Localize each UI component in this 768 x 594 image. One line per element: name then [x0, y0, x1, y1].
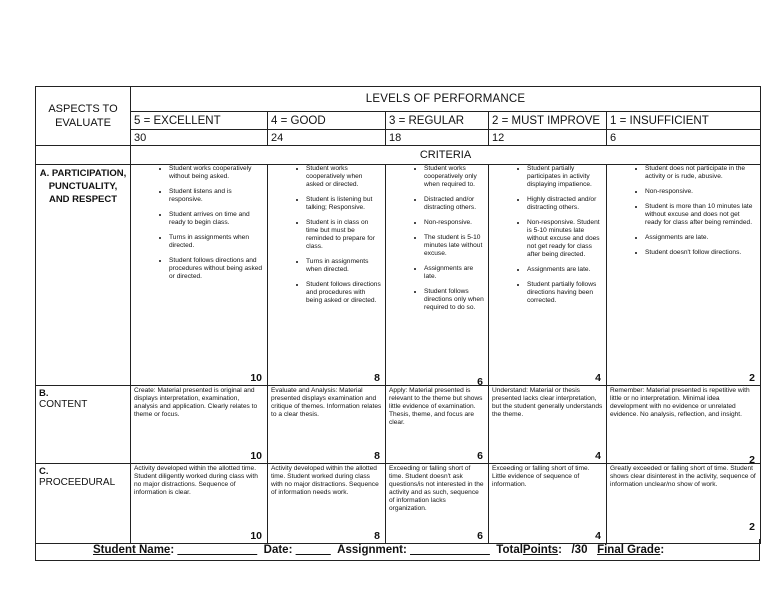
criteria-list — [489, 165, 606, 305]
list-item: • Turns in assignments when directed. — [169, 234, 263, 250]
score-value: 6 — [477, 450, 483, 462]
cell-text: Apply: Material presented is relevant to the theme but shows little evidence of examination. Thesis, theme, and focus are clear. — [389, 387, 483, 426]
cell-c-level-2 — [489, 464, 607, 544]
criteria-list — [268, 165, 385, 305]
cell-b-level-1 — [607, 386, 761, 464]
list-item: • Student partially follows directions having been corrected. — [527, 281, 602, 305]
cell-text: Exceeding or falling short of time. Student doesn't ask questions/is not interested in the activity and as such, sequence of information lacks organization. — [389, 465, 484, 512]
cell-text: Exceeding or falling short of time. Little evidence of sequence of information. — [492, 465, 590, 488]
cell-a-level-3 — [386, 165, 489, 386]
cell-text: Create: Material presented is original and displays interpretation, examination, analysis and application. Clearly relates to theme or focus. — [134, 387, 258, 418]
list-item: • Turns in assignments when directed. — [306, 258, 381, 274]
level-2-header: 2 = MUST IMPROVE — [489, 112, 607, 130]
score-value: 4 — [595, 530, 601, 542]
level-2-points: 12 — [489, 130, 607, 146]
list-item: • Student is listening but talking; Responsive. — [306, 196, 381, 212]
score-value: 2 — [749, 521, 756, 533]
level-4-points: 24 — [268, 130, 386, 146]
cell-b-level-4 — [268, 386, 386, 464]
cell-text: Activity developed within the allotted time. Student diligently worked during class with no major distractions. Sequence of information is clear. — [134, 465, 258, 496]
cell-text: Understand: Material or thesis presented lacks clear interpretation, but the student generally understands the theme. — [492, 387, 603, 418]
list-item: • Student follows directions and procedures with being asked or directed. — [306, 281, 381, 305]
list-item: • Non-responsive. — [424, 219, 484, 227]
cell-a-level-5 — [131, 165, 268, 386]
score-value: 4 — [595, 450, 601, 462]
criteria-list — [131, 165, 267, 281]
list-item: • Assignments are late. — [527, 266, 602, 274]
aspects-label: ASPECTS TO EVALUATE — [48, 103, 118, 129]
score-value: 10 — [250, 530, 262, 542]
student-name-label: Student Name — [93, 544, 171, 556]
cell-c-level-5 — [131, 464, 268, 544]
level-1-points: 6 — [607, 130, 761, 146]
list-item: • Student follows directions and procedures without being asked or directed. — [169, 257, 263, 281]
date-blank[interactable] — [296, 544, 331, 556]
rubric-table — [35, 86, 761, 544]
score-value: 8 — [374, 372, 380, 384]
score-value: 6 — [477, 376, 483, 386]
grading-footer: Student Name: Date: Assignment: TotalPoints: /30 Final Grade: — [35, 539, 760, 561]
cell-c-level-4 — [268, 464, 386, 544]
date-label: Date: — [263, 544, 293, 556]
list-item: • Assignments are late. — [424, 265, 484, 281]
list-item: • Student does not participate in the activity or is rude, abusive. — [645, 165, 756, 181]
cell-b-level-2 — [489, 386, 607, 464]
score-value: 2 — [749, 454, 756, 464]
row-c-label: PROCEEDURAL — [39, 477, 116, 488]
assignment-label: Assignment: — [337, 544, 407, 556]
score-value: 8 — [374, 530, 380, 542]
score-value: 2 — [749, 372, 756, 384]
row-a-label: A. PARTICIPATION, PUNCTUALITY, AND RESPECT — [39, 168, 127, 205]
cell-a-level-2 — [489, 165, 607, 386]
list-item: • Student listens and is responsive. — [169, 188, 263, 204]
points-label: Points — [522, 544, 559, 556]
list-item: • Student works cooperatively when asked or directed. — [306, 165, 381, 189]
cell-text: Activity developed within the allotted time. Student worked during class with no major distractions. Sequence of information needs work. — [271, 465, 379, 496]
score-value: 10 — [250, 450, 262, 462]
cell-a-level-4 — [268, 165, 386, 386]
cell-c-level-1 — [607, 464, 761, 544]
score-value: 4 — [595, 372, 601, 384]
final-grade-label: Final Grade — [597, 544, 661, 556]
level-3-points: 18 — [386, 130, 489, 146]
criteria-list — [386, 165, 488, 312]
cell-b-level-3 — [386, 386, 489, 464]
level-5-points: 30 — [131, 130, 268, 146]
row-b-label: CONTENT — [39, 399, 88, 410]
row-label-content — [36, 386, 131, 464]
cell-text: Greatly exceeded or falling short of time. Student shows clear disinterest in the activity, sequence of information unclear/no show of work. — [610, 465, 756, 488]
level-3-header: 3 = REGULAR — [386, 112, 489, 130]
level-4-header: 4 = GOOD — [268, 112, 386, 130]
list-item: • Highly distracted and/or distracting others. — [527, 196, 602, 212]
list-item: • Student is more than 10 minutes late without excuse and does not get ready for class after being reminded. — [645, 203, 756, 227]
cell-text: Evaluate and Analysis: Material presented displays examination and critique of themes. Information relates to a clear thesis. — [271, 387, 382, 418]
cell-c-level-3 — [386, 464, 489, 544]
level-5-header: 5 = EXCELLENT — [131, 112, 268, 130]
aspects-to-evaluate-header — [36, 87, 131, 146]
list-item: • Student follows directions only when required to do so. — [424, 288, 484, 312]
list-item: • Student arrives on time and ready to begin class. — [169, 211, 263, 227]
score-value: 6 — [477, 530, 483, 542]
row-b-code: B. — [39, 388, 49, 399]
cell-b-level-5 — [131, 386, 268, 464]
criteria-header: CRITERIA — [131, 146, 761, 165]
score-value: 8 — [374, 450, 380, 462]
row-label-participation — [36, 165, 131, 386]
list-item: • Distracted and/or distracting others. — [424, 196, 484, 212]
list-item: • Non-responsive. — [645, 188, 756, 196]
cell-a-level-1 — [607, 165, 761, 386]
list-item: • Student is in class on time but must be reminded to prepare for class. — [306, 219, 381, 251]
student-name-blank[interactable] — [177, 544, 257, 556]
list-item: • The student is 5-10 minutes late without excuse. — [424, 234, 484, 258]
list-item: • Non-responsive. Student is 5-10 minutes late without excuse and does not get ready for class after being directed. — [527, 219, 602, 259]
level-1-header: 1 = INSUFFICIENT — [607, 112, 761, 130]
list-item: • Student partially participates in activity displaying impatience. — [527, 165, 602, 189]
points-value: /30 — [571, 544, 588, 556]
assignment-blank[interactable] — [410, 544, 490, 556]
row-c-code: C. — [39, 466, 49, 477]
score-value: 10 — [250, 372, 262, 384]
list-item: • Student works cooperatively without being asked. — [169, 165, 263, 181]
levels-of-performance-header — [131, 87, 761, 112]
row-label-procedural — [36, 464, 131, 544]
cell-text: Remember: Material presented is repetitive with little or no interpretation. Minimal idea development with no evidence or unrelated evidence. No analysis, reflection, and insight. — [610, 387, 750, 418]
levels-title: LEVELS OF PERFORMANCE — [365, 93, 526, 105]
list-item: • Student works cooperatively only when required to. — [424, 165, 484, 189]
list-item: • Student doesn't follow directions. — [645, 249, 756, 257]
criteria-spacer — [36, 146, 131, 165]
criteria-list — [607, 165, 760, 257]
list-item: • Assignments are late. — [645, 234, 756, 242]
total-label: Total — [496, 544, 523, 556]
